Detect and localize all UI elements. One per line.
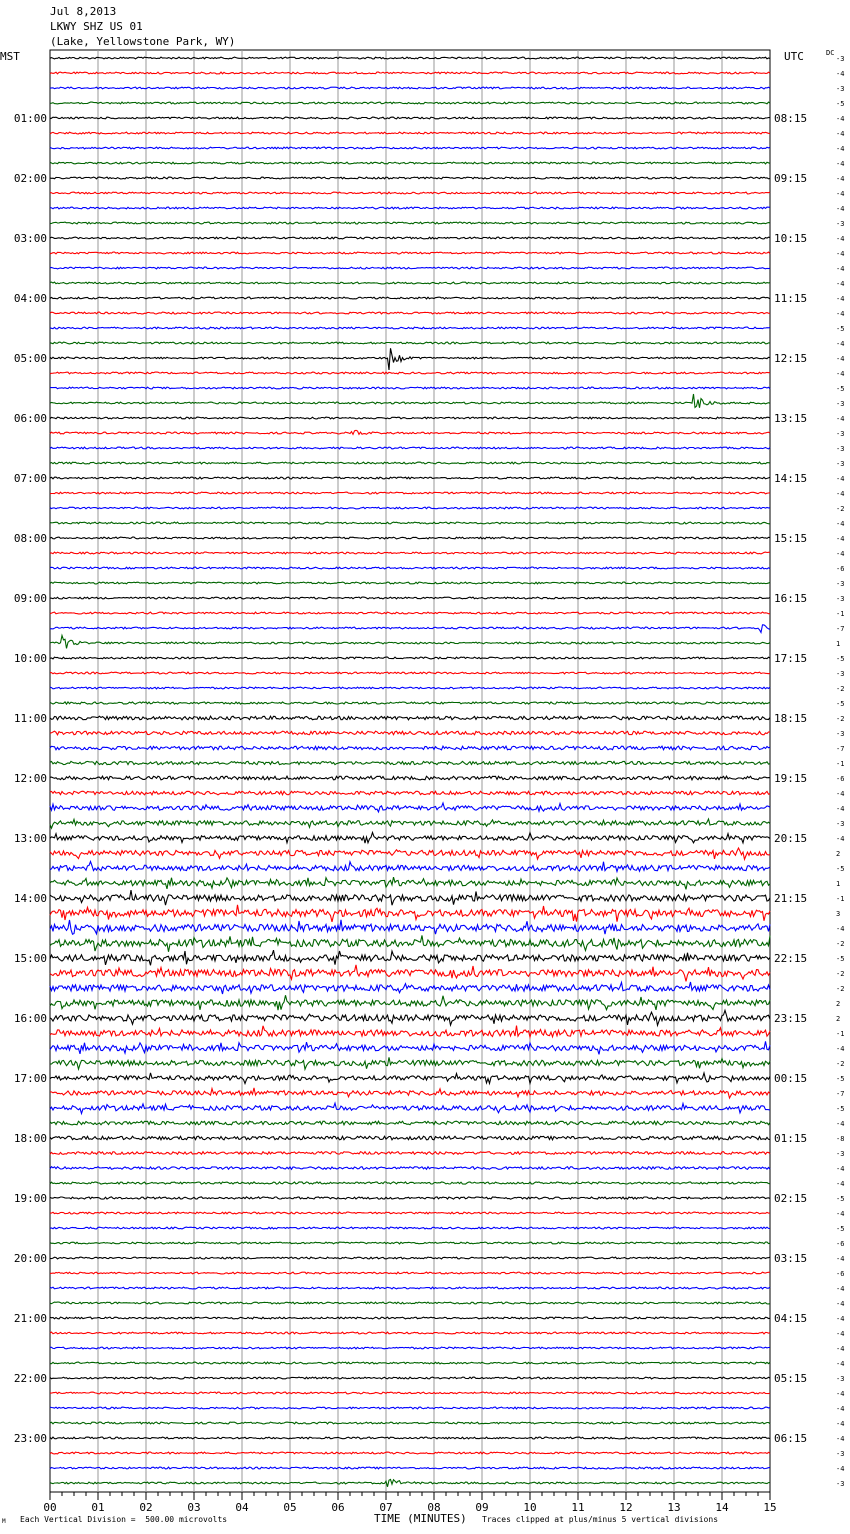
dc-offset-label: -4 <box>836 535 845 543</box>
hour-label-right: 20:15 <box>774 832 808 845</box>
dc-offset-label: -4 <box>836 550 845 558</box>
hour-label-right: 16:15 <box>774 592 808 605</box>
dc-offset-label: -5 <box>836 1105 845 1113</box>
dc-offset-label: -5 <box>836 1075 845 1083</box>
x-tick-label: 01 <box>91 1501 105 1514</box>
trace-row <box>50 222 770 224</box>
dc-offset-label: -4 <box>836 1405 845 1413</box>
dc-offset-label: -5 <box>836 700 845 708</box>
trace-row <box>50 1347 770 1349</box>
date-label: Jul 8,2013 <box>50 5 117 18</box>
x-tick-label: 06 <box>331 1501 345 1514</box>
trace-row <box>50 282 770 284</box>
trace-row <box>50 582 770 584</box>
trace-row <box>50 965 770 982</box>
trace-row <box>50 746 770 750</box>
dc-offset-label: -2 <box>836 985 845 993</box>
dc-offset-label: -1 <box>836 1030 845 1038</box>
dc-offset-label: -4 <box>836 805 845 813</box>
trace-row <box>50 776 770 780</box>
dc-offset-label: -4 <box>836 1300 845 1308</box>
trace-row <box>50 342 770 344</box>
station-label: LKWY SHZ US 01 <box>50 20 143 33</box>
dc-offset-label: -8 <box>836 1135 845 1143</box>
trace-row <box>50 162 770 164</box>
dc-offset-label: -4 <box>836 205 845 213</box>
hour-label-right: 11:15 <box>774 292 808 305</box>
trace-row <box>50 1422 770 1424</box>
trace-row <box>50 1212 770 1214</box>
dc-offset-label: -1 <box>836 760 845 768</box>
dc-offset-label: -4 <box>836 250 845 258</box>
hour-label-left: 08:00 <box>13 532 47 545</box>
trace-row <box>50 327 770 329</box>
dc-offset-label: -7 <box>836 1090 845 1098</box>
dc-offset-label: -3 <box>836 1480 845 1488</box>
dc-offset-label: -4 <box>836 115 845 123</box>
trace-row <box>50 1287 770 1289</box>
trace-row <box>50 1362 770 1364</box>
trace-row <box>50 522 770 524</box>
dc-offset-label: -7 <box>836 625 845 633</box>
dc-offset-label: -4 <box>836 1180 845 1188</box>
dc-offset-label: -4 <box>836 280 845 288</box>
dc-offset-label: -1 <box>836 895 845 903</box>
trace-row <box>50 935 770 951</box>
x-tick-label: 02 <box>139 1501 153 1514</box>
hour-label-left: 20:00 <box>13 1252 47 1265</box>
dc-offset-label: -6 <box>836 1240 845 1248</box>
trace-row <box>50 1227 770 1229</box>
hour-label-right: 18:15 <box>774 712 808 725</box>
trace-row <box>50 1302 770 1304</box>
dc-offset-label: -4 <box>836 1315 845 1323</box>
hour-label-right: 00:15 <box>774 1072 808 1085</box>
dc-offset-label: -3 <box>836 1450 845 1458</box>
trace-row <box>50 687 770 689</box>
hour-label-left: 06:00 <box>13 412 47 425</box>
hour-label-right: 06:15 <box>774 1432 808 1445</box>
dc-offset-label: -4 <box>836 340 845 348</box>
trace-row <box>50 819 770 828</box>
trace-row <box>50 1242 770 1244</box>
trace-row <box>50 1121 770 1125</box>
trace-row <box>50 1152 770 1155</box>
dc-offset-label: -4 <box>836 1330 845 1338</box>
trace-row <box>50 348 770 370</box>
trace-row <box>50 862 770 872</box>
trace-row <box>50 1452 770 1454</box>
hour-label-right: 19:15 <box>774 772 808 785</box>
trace-row <box>50 1041 770 1054</box>
dc-offset-label: -3 <box>836 1375 845 1383</box>
trace-row <box>50 447 770 449</box>
hour-label-right: 17:15 <box>774 652 808 665</box>
trace-row <box>50 995 770 1010</box>
x-tick-label: 15 <box>763 1501 777 1514</box>
hour-label-left: 03:00 <box>13 232 47 245</box>
dc-offset-label: -3 <box>836 445 845 453</box>
dc-offset-label: -3 <box>836 55 845 63</box>
trace-row <box>50 102 770 104</box>
trace-row <box>50 57 770 59</box>
utc-label: UTC <box>784 50 804 63</box>
dc-offset-label: -5 <box>836 100 845 108</box>
x-tick-label: 10 <box>523 1501 537 1514</box>
dc-offset-label: -3 <box>836 85 845 93</box>
dc-offset-label: -3 <box>836 1150 845 1158</box>
x-tick-label: 04 <box>235 1501 249 1514</box>
trace-row <box>50 1103 770 1113</box>
dc-offset-label: -3 <box>836 580 845 588</box>
trace-row <box>50 716 770 720</box>
trace-row <box>50 625 770 633</box>
hour-label-left: 15:00 <box>13 952 47 965</box>
trace-row <box>50 552 770 554</box>
trace-row <box>50 950 770 965</box>
hour-label-left: 12:00 <box>13 772 47 785</box>
dc-offset-label: -4 <box>836 355 845 363</box>
trace-row <box>50 1257 770 1259</box>
x-axis-title: TIME (MINUTES) <box>374 1512 467 1525</box>
trace-row <box>50 848 770 859</box>
hour-label-left: 02:00 <box>13 172 47 185</box>
trace-row <box>50 267 770 269</box>
dc-offset-label: -1 <box>836 610 845 618</box>
hour-label-left: 13:00 <box>13 832 47 845</box>
dc-offset-label: -4 <box>836 190 845 198</box>
hour-label-right: 15:15 <box>774 532 808 545</box>
trace-row <box>50 1136 770 1140</box>
x-tick-label: 13 <box>667 1501 681 1514</box>
trace-row <box>50 252 770 254</box>
dc-offset-label: -4 <box>836 925 845 933</box>
dc-offset-label: -6 <box>836 1270 845 1278</box>
dc-offset-label: -4 <box>836 1120 845 1128</box>
dc-offset-label: -3 <box>836 820 845 828</box>
trace-row <box>50 1332 770 1334</box>
trace-row <box>50 1088 770 1098</box>
dc-offset-label: -5 <box>836 325 845 333</box>
dc-offset-label: -3 <box>836 430 845 438</box>
dc-offset-label: -3 <box>836 400 845 408</box>
trace-row <box>50 492 770 494</box>
hour-label-right: 04:15 <box>774 1312 808 1325</box>
dc-label: DC <box>826 49 835 57</box>
trace-row <box>50 372 770 374</box>
hour-label-left: 18:00 <box>13 1132 47 1145</box>
dc-offset-label: -4 <box>836 1420 845 1428</box>
hour-label-left: 19:00 <box>13 1192 47 1205</box>
trace-row <box>50 177 770 179</box>
dc-offset-label: -4 <box>836 145 845 153</box>
dc-offset-label: -4 <box>836 70 845 78</box>
dc-offset-label: -2 <box>836 685 845 693</box>
trace-row <box>50 1073 770 1084</box>
dc-offset-label: -4 <box>836 520 845 528</box>
dc-offset-label: -4 <box>836 1165 845 1173</box>
dc-offset-label: -4 <box>836 415 845 423</box>
dc-offset-label: -4 <box>836 1360 845 1368</box>
trace-row <box>50 567 770 569</box>
hour-label-right: 08:15 <box>774 112 808 125</box>
dc-offset-label: -4 <box>836 1255 845 1263</box>
dc-offset-label: -2 <box>836 1060 845 1068</box>
clip-note: Traces clipped at plus/minus 5 vertical divisions <box>482 1515 719 1524</box>
dc-offset-label: -4 <box>836 1210 845 1218</box>
trace-row <box>50 72 770 74</box>
trace-row <box>50 1407 770 1409</box>
hour-label-left: 07:00 <box>13 472 47 485</box>
dc-offset-label: -4 <box>836 1435 845 1443</box>
trace-row <box>50 87 770 89</box>
trace-row <box>50 297 770 299</box>
dc-offset-label: -5 <box>836 655 845 663</box>
hour-label-left: 23:00 <box>13 1432 47 1445</box>
trace-row <box>50 702 770 704</box>
dc-offset-label: -4 <box>836 475 845 483</box>
hour-label-right: 21:15 <box>774 892 808 905</box>
scale-note: Each Vertical Division = 500.00 microvolts <box>20 1515 228 1524</box>
trace-row <box>50 417 770 419</box>
dc-offset-label: -2 <box>836 970 845 978</box>
hour-label-left: 01:00 <box>13 112 47 125</box>
hour-label-left: 14:00 <box>13 892 47 905</box>
dc-offset-label: -6 <box>836 775 845 783</box>
trace-row <box>50 394 770 408</box>
hour-label-right: 13:15 <box>774 412 808 425</box>
trace-row <box>50 612 770 614</box>
dc-offset-label: -4 <box>836 1045 845 1053</box>
dc-offset-label: -4 <box>836 1285 845 1293</box>
trace-row <box>50 1197 770 1199</box>
hour-label-left: 05:00 <box>13 352 47 365</box>
trace-row <box>50 731 770 735</box>
hour-label-right: 03:15 <box>774 1252 808 1265</box>
trace-row <box>50 1182 770 1184</box>
usgs-mark: M <box>2 1518 6 1525</box>
dc-offset-label: -3 <box>836 730 845 738</box>
x-tick-label: 07 <box>379 1501 393 1514</box>
dc-offset-label: -4 <box>836 295 845 303</box>
trace-row <box>50 477 770 479</box>
dc-offset-label: -4 <box>836 265 845 273</box>
dc-offset-label: -3 <box>836 595 845 603</box>
dc-offset-label: -4 <box>836 370 845 378</box>
trace-row <box>50 207 770 209</box>
dc-offset-label: -4 <box>836 175 845 183</box>
location-label: (Lake, Yellowstone Park, WY) <box>50 35 236 48</box>
trace-row <box>50 1479 770 1486</box>
plot-frame <box>50 50 770 1492</box>
trace-row <box>50 1437 770 1439</box>
x-tick-label: 08 <box>427 1501 441 1514</box>
dc-offset-label: -3 <box>836 460 845 468</box>
hour-label-right: 12:15 <box>774 352 808 365</box>
dc-offset-label: -4 <box>836 235 845 243</box>
trace-row <box>50 1010 770 1025</box>
trace-row <box>50 597 770 599</box>
trace-row <box>50 833 770 844</box>
x-tick-label: 00 <box>43 1501 57 1514</box>
x-tick-label: 11 <box>571 1501 585 1514</box>
trace-row <box>50 237 770 239</box>
dc-offset-label: 1 <box>836 880 841 888</box>
trace-row <box>50 890 770 905</box>
trace-row <box>50 192 770 194</box>
dc-offset-label: -3 <box>836 670 845 678</box>
dc-offset-label: -4 <box>836 310 845 318</box>
trace-row <box>50 117 770 119</box>
mst-label: MST <box>0 50 20 63</box>
hour-label-right: 05:15 <box>774 1372 808 1385</box>
trace-row <box>50 537 770 539</box>
trace-row <box>50 1272 770 1274</box>
dc-offset-label: -4 <box>836 1465 845 1473</box>
hour-label-left: 16:00 <box>13 1012 47 1025</box>
dc-offset-label: -4 <box>836 1390 845 1398</box>
dc-offset-label: 1 <box>836 640 841 648</box>
trace-row <box>50 462 770 464</box>
hour-label-left: 04:00 <box>13 292 47 305</box>
trace-row <box>50 312 770 314</box>
x-tick-label: 09 <box>475 1501 489 1514</box>
trace-row <box>50 672 770 674</box>
trace-row <box>50 387 770 389</box>
hour-label-left: 17:00 <box>13 1072 47 1085</box>
dc-offset-label: -5 <box>836 1225 845 1233</box>
dc-offset-label: -2 <box>836 715 845 723</box>
x-tick-label: 14 <box>715 1501 729 1514</box>
dc-offset-label: -4 <box>836 835 845 843</box>
dc-offset-label: 2 <box>836 1015 841 1023</box>
hour-label-left: 21:00 <box>13 1312 47 1325</box>
dc-offset-label: -3 <box>836 220 845 228</box>
x-tick-label: 12 <box>619 1501 633 1514</box>
trace-row <box>50 761 770 764</box>
x-tick-label: 03 <box>187 1501 201 1514</box>
hour-label-right: 14:15 <box>774 472 808 485</box>
dc-offset-label: -4 <box>836 490 845 498</box>
trace-row <box>50 507 770 509</box>
hour-label-right: 23:15 <box>774 1012 808 1025</box>
trace-row <box>50 657 770 659</box>
dc-offset-label: -5 <box>836 955 845 963</box>
trace-row <box>50 791 770 795</box>
trace-row <box>50 132 770 134</box>
dc-offset-label: -6 <box>836 565 845 573</box>
trace-row <box>50 803 770 812</box>
hour-label-left: 10:00 <box>13 652 47 665</box>
hour-label-right: 10:15 <box>774 232 808 245</box>
dc-offset-label: -4 <box>836 1345 845 1353</box>
dc-offset-label: -2 <box>836 505 845 513</box>
trace-row <box>50 430 770 434</box>
trace-row <box>50 1467 770 1469</box>
trace-row <box>50 877 770 889</box>
dc-offset-label: -4 <box>836 790 845 798</box>
trace-row <box>50 147 770 149</box>
dc-offset-label: -4 <box>836 130 845 138</box>
dc-offset-label: 2 <box>836 1000 841 1008</box>
trace-row <box>50 920 770 934</box>
trace-row <box>50 1026 770 1038</box>
hour-label-left: 09:00 <box>13 592 47 605</box>
trace-row <box>50 905 770 922</box>
dc-offset-label: -5 <box>836 1195 845 1203</box>
x-tick-label: 05 <box>283 1501 297 1514</box>
dc-offset-label: -5 <box>836 385 845 393</box>
trace-row <box>50 636 770 649</box>
hour-label-right: 22:15 <box>774 952 808 965</box>
hour-label-right: 02:15 <box>774 1192 808 1205</box>
dc-offset-label: 2 <box>836 850 841 858</box>
dc-offset-label: -7 <box>836 745 845 753</box>
hour-label-left: 22:00 <box>13 1372 47 1385</box>
trace-row <box>50 1167 770 1170</box>
dc-offset-label: -4 <box>836 160 845 168</box>
trace-row <box>50 1392 770 1394</box>
trace-row <box>50 1317 770 1319</box>
hour-label-right: 01:15 <box>774 1132 808 1145</box>
dc-offset-label: 3 <box>836 910 841 918</box>
hour-label-right: 09:15 <box>774 172 808 185</box>
dc-offset-label: -5 <box>836 865 845 873</box>
trace-row <box>50 1057 770 1069</box>
trace-row <box>50 1377 770 1379</box>
dc-offset-label: -2 <box>836 940 845 948</box>
hour-label-left: 11:00 <box>13 712 47 725</box>
trace-row <box>50 982 770 994</box>
